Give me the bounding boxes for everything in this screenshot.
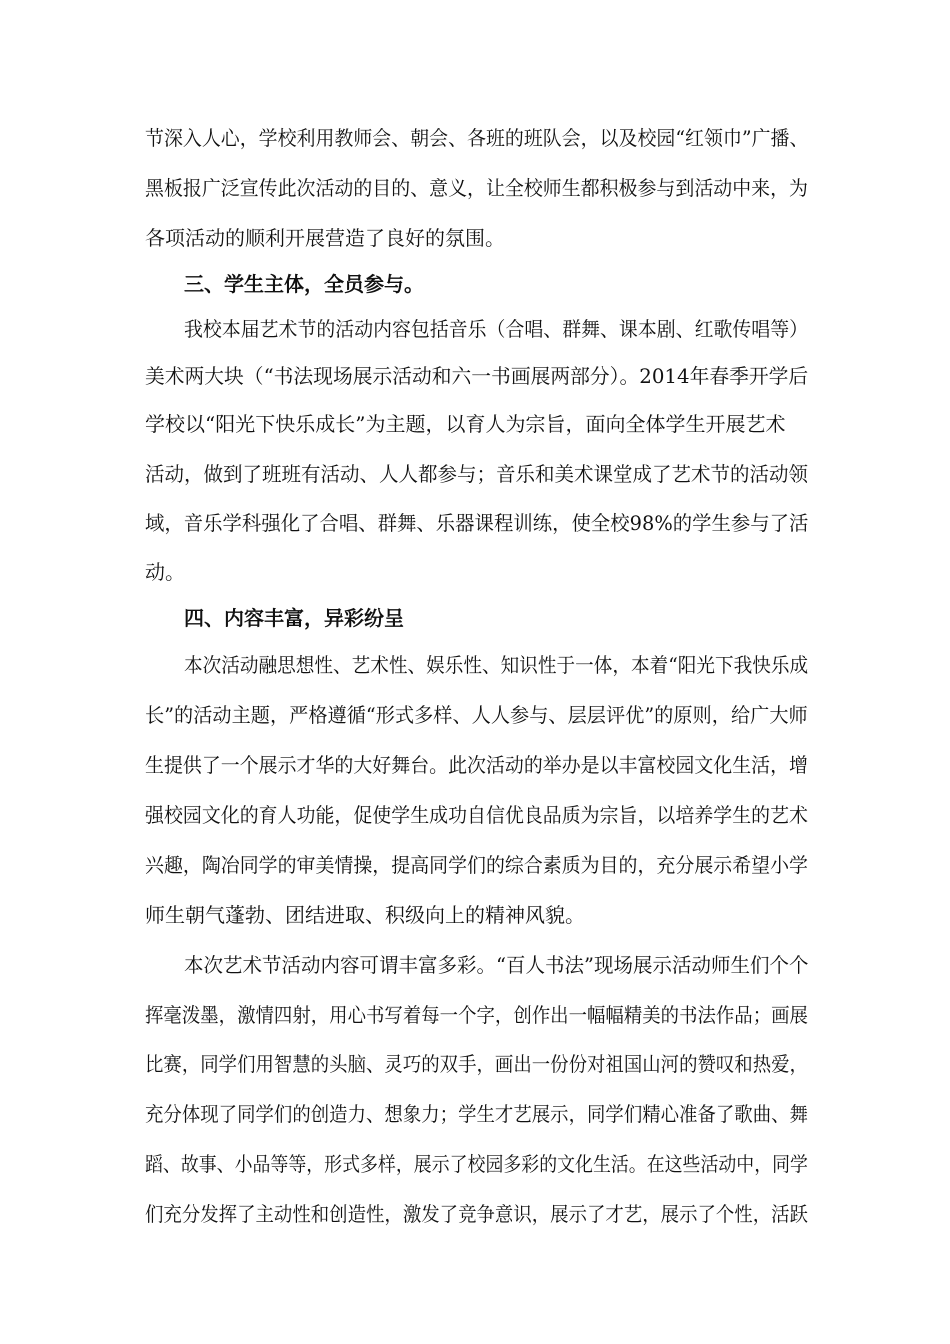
text-line: 长”的活动主题，严格遵循“形式多样、人人参与、层层评优”的原则，给广大师 (145, 703, 808, 727)
text-line: 本次活动融思想性、艺术性、娱乐性、知识性于一体，本着“阳光下我快乐成 (184, 653, 809, 677)
text-line: 节深入人心，学校利用教师会、朝会、各班的班队会，以及校园“红领巾”广播、 (145, 126, 809, 150)
text-line: 兴趣，陶冶同学的审美情操，提高同学们的综合素质为目的，充分展示希望小学 (145, 853, 808, 877)
text-line: 我校本届艺术节的活动内容包括音乐（合唱、群舞、课本剧、红歌传唱等） (184, 317, 809, 341)
text-line: 动。 (145, 560, 185, 584)
text-line: 师生朝气蓬勃、团结进取、积级向上的精神风貌。 (145, 903, 585, 927)
text-line: 挥毫泼墨，激情四射，用心书写着每一个字，创作出一幅幅精美的书法作品；画展 (145, 1003, 808, 1027)
text-line: 强校园文化的育人功能，促使学生成功自信优良品质为宗旨，以培养学生的艺术 (145, 803, 808, 827)
section-heading-4: 四、内容丰富，异彩纷呈 (184, 606, 404, 630)
text-line: 各项活动的顺利开展营造了良好的氛围。 (145, 226, 505, 250)
text-line: 学校以“阳光下快乐成长”为主题，以育人为宗旨，面向全体学生开展艺术 (145, 412, 786, 436)
text-line: 充分体现了同学们的创造力、想象力；学生才艺展示，同学们精心准备了歌曲、舞 (145, 1102, 808, 1126)
text-line: 域，音乐学科强化了合唱、群舞、乐器课程训练，使全校98%的学生参与了活 (145, 511, 809, 535)
text-line: 们充分发挥了主动性和创造性，激发了竞争意识，展示了才艺，展示了个性，活跃 (145, 1202, 808, 1226)
text-line: 黑板报广泛宣传此次活动的目的、意义，让全校师生都积极参与到活动中来，为 (145, 176, 808, 200)
text-line: 本次艺术节活动内容可谓丰富多彩。“百人书法”现场展示活动师生们个个 (184, 953, 809, 977)
text-line: 活动，做到了班班有活动、人人都参与；音乐和美术课堂成了艺术节的活动领 (145, 462, 808, 486)
text-line: 比赛，同学们用智慧的头脑、灵巧的双手，画出一份份对祖国山河的赞叹和热爱， (145, 1052, 808, 1076)
text-line: 生提供了一个展示才华的大好舞台。此次活动的举办是以丰富校园文化生活，增 (145, 753, 808, 777)
section-heading-3: 三、学生主体，全员参与。 (184, 272, 424, 296)
text-line: 蹈、故事、小品等等，形式多样，展示了校园多彩的文化生活。在这些活动中，同学 (145, 1152, 808, 1176)
text-line: 美术两大块（“书法现场展示活动和六一书画展两部分）。2014年春季开学后 (145, 364, 809, 388)
